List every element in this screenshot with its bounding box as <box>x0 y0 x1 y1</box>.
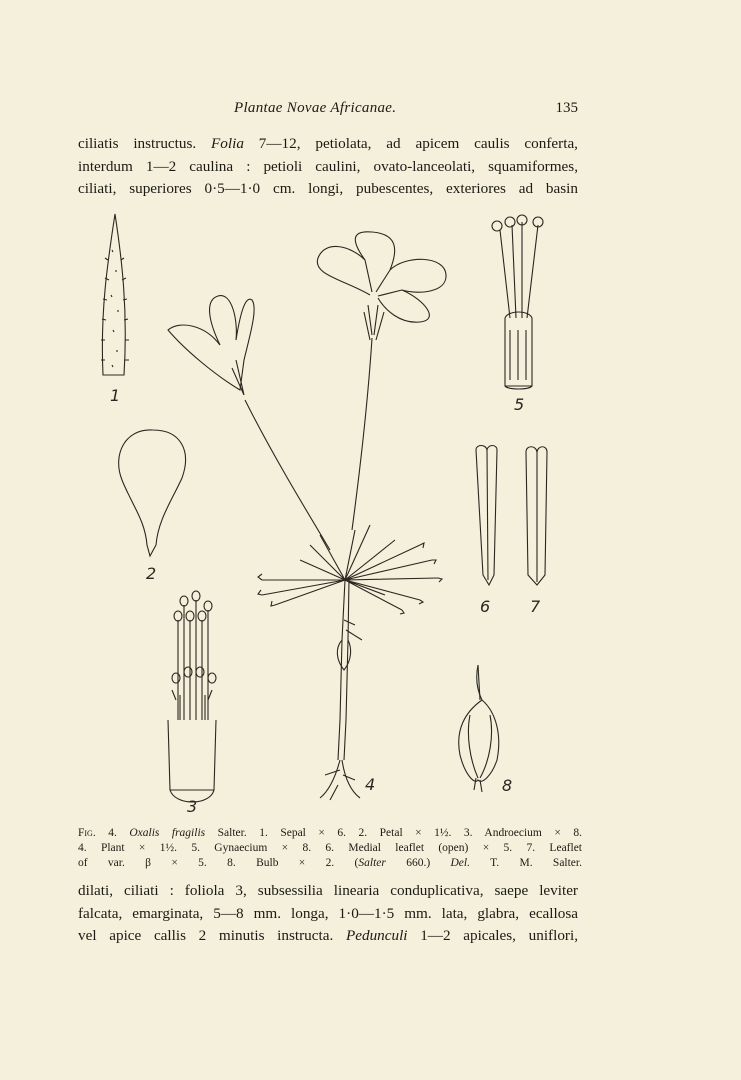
botanical-illustration <box>0 200 741 820</box>
text-line: falcata, emarginata, 5—8 mm. longa, 1·0—1·5 mm. lata, glabra, ecallosa <box>78 904 578 922</box>
bulb-drawing <box>459 665 499 792</box>
androecium-drawing <box>168 591 216 802</box>
petal-drawing <box>119 430 186 556</box>
figure-label-2: 2 <box>146 564 157 583</box>
text-line: ciliatis instructus. Folia 7—12, petiolata, ad apicem caulis conferta, <box>78 135 578 152</box>
text-line: dilati, ciliati : foliola 3, subsessilia linearia conduplicativa, saepe leviter <box>78 882 578 899</box>
figure-label-5: 5 <box>514 395 525 414</box>
figure-label-4: 4 <box>365 775 376 794</box>
caption-line: Fig. 4. Oxalis fragilis Salter. 1. Sepal × 6. 2. Petal × 1½. 3. Androecium × 8. <box>78 827 582 839</box>
caption-line: of var. β × 5. 8. Bulb × 2. (Salter 660.) Del. T. M. Salter. <box>78 857 582 869</box>
running-title: Plantae Novae Africanae. <box>234 100 397 116</box>
gynaecium-drawing <box>492 215 543 389</box>
species-name: Oxalis fragilis <box>129 827 206 839</box>
leaflet-var-beta-drawing <box>526 447 547 585</box>
top-paragraph <box>78 133 578 201</box>
figure-caption <box>78 826 582 871</box>
italic-term: Pedunculi <box>345 927 408 944</box>
figure-label-1: 1 <box>110 386 121 405</box>
medial-leaflet-drawing <box>476 446 497 586</box>
italic-term: Folia <box>211 135 244 152</box>
figure-label-3: 3 <box>187 797 198 816</box>
text-line: vel apice callis 2 minutis instructa. Pedunculi 1—2 apicales, uniflori, <box>78 927 578 944</box>
page-number: 135 <box>555 100 578 116</box>
sepal-drawing <box>101 214 129 375</box>
bottom-paragraph <box>78 880 578 948</box>
figure-label-7: 7 <box>530 597 541 616</box>
figure-label-8: 8 <box>502 776 513 795</box>
plant-drawing <box>168 232 446 800</box>
text-line: ciliati, superiores 0·5—1·0 cm. longi, pubescentes, exteriores ad basin <box>78 180 578 197</box>
text-line: interdum 1—2 caulina : petioli caulini, ovato-lanceolati, squamiformes, <box>78 157 578 175</box>
figure-label-6: 6 <box>480 597 491 616</box>
running-head <box>78 100 578 120</box>
caption-line: 4. Plant × 1½. 5. Gynaecium × 8. 6. Medial leaflet (open) × 5. 7. Leaflet <box>78 842 582 854</box>
